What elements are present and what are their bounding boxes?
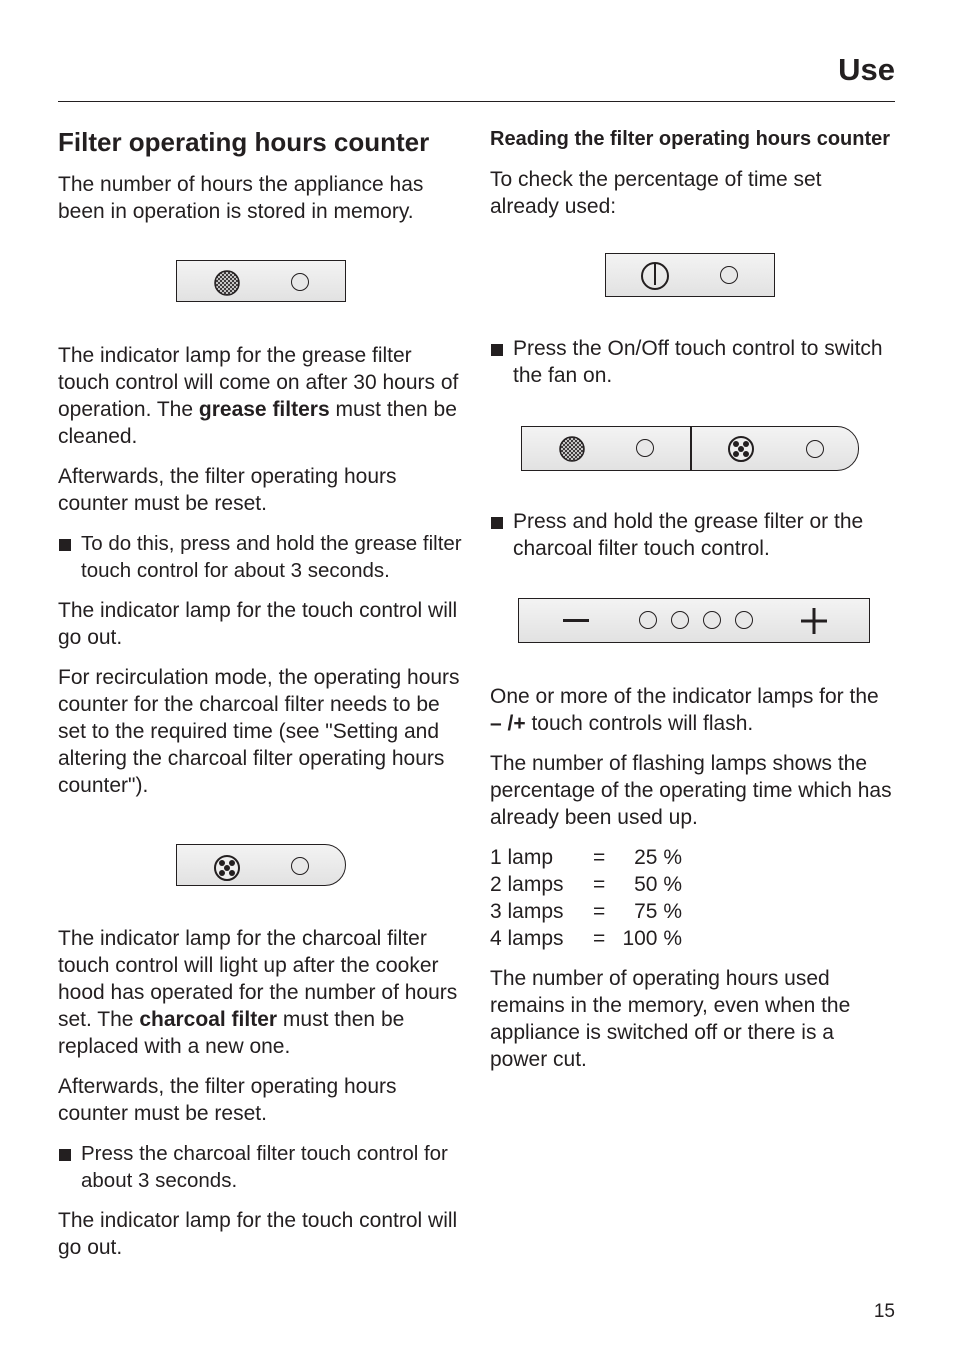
plus-icon (801, 608, 827, 634)
speed-lamp-2 (671, 611, 689, 629)
table-row: 4 lamps = 100 % (490, 927, 682, 950)
right-column (490, 126, 895, 1086)
charcoal-filter-icon (213, 854, 241, 882)
left-paragraph-6: The indicator lamp for the charcoal filter touch control will light up after the cooker hood has operated for the number of hours set. The charcoal filter must then be replaced with a new one. (58, 927, 458, 1058)
right-paragraph-3: The number of flashing lamps shows the percentage of the operating time which has already been used up. (490, 752, 892, 829)
charcoal-filter-panel-figure (58, 844, 463, 886)
grease-filter-panel (176, 260, 346, 302)
fan-speed-panel (518, 598, 870, 643)
left-column (58, 126, 463, 1274)
right-paragraph-2: One or more of the indicator lamps for the – /+ touch controls will flash. (490, 685, 879, 735)
indicator-lamp (291, 273, 309, 291)
page-header (58, 52, 895, 102)
right-paragraph-4: The number of operating hours used remains in the memory, even when the appliance is switched off or there is a power cut. (490, 967, 851, 1071)
indicator-lamp (806, 440, 824, 458)
left-paragraph-5: For recirculation mode, the operating hours counter for the charcoal filter needs to be set to the required time (see "Setting and altering the charcoal filter operating hours counter"). (58, 666, 460, 797)
charcoal-filter-icon (727, 435, 755, 463)
power-icon (640, 261, 670, 291)
indicator-lamp (291, 857, 309, 875)
left-paragraph-2: The indicator lamp for the grease filter touch control will come on after 30 hours of operation. The grease filters must then be cleaned. (58, 344, 459, 448)
right-bullet-2: Press and hold the grease filter or the charcoal filter touch control. (490, 508, 895, 562)
panel-divider (690, 427, 692, 470)
minus-icon (563, 619, 589, 623)
section-title: Use (838, 52, 895, 87)
speed-lamp-1 (639, 611, 657, 629)
page-number: 15 (873, 1301, 895, 1322)
speed-lamp-3 (703, 611, 721, 629)
right-heading: Reading the filter operating hours counter (490, 128, 891, 150)
indicator-lamp (636, 439, 654, 457)
left-heading: Filter operating hours counter (58, 127, 430, 157)
on-off-panel-figure (490, 253, 890, 297)
indicator-lamp (720, 266, 738, 284)
right-bullet-1: Press the On/Off touch control to switch the fan on. (490, 335, 895, 389)
grease-filter-icon (213, 269, 241, 297)
left-bullet-1: To do this, press and hold the grease filter touch control for about 3 seconds. (58, 530, 463, 584)
table-row: 2 lamps = 50 % (490, 873, 682, 896)
grease-filter-icon (558, 435, 586, 463)
left-paragraph-4: The indicator lamp for the touch control will go out. (58, 599, 458, 649)
left-bullet-2: Press the charcoal filter touch control for about 3 seconds. (58, 1140, 463, 1194)
filter-panels (521, 426, 859, 471)
left-paragraph-1: The number of hours the appliance has been in operation is stored in memory. (58, 173, 424, 223)
fan-speed-panel-figure (490, 598, 898, 643)
table-row: 1 lamp = 25 % (490, 846, 682, 869)
charcoal-filter-panel (176, 844, 346, 886)
lamp-percentage-table (490, 844, 682, 952)
grease-filter-panel-figure (58, 260, 463, 302)
left-paragraph-8: The indicator lamp for the touch control will go out. (58, 1209, 458, 1259)
speed-lamp-4 (735, 611, 753, 629)
on-off-panel (605, 253, 775, 297)
left-paragraph-3: Afterwards, the filter operating hours counter must be reset. (58, 465, 397, 515)
table-row: 3 lamps = 75 % (490, 900, 682, 923)
right-paragraph-1: To check the percentage of time set already used: (490, 168, 822, 218)
filter-panels-figure (490, 426, 890, 471)
left-paragraph-7: Afterwards, the filter operating hours counter must be reset. (58, 1075, 397, 1125)
